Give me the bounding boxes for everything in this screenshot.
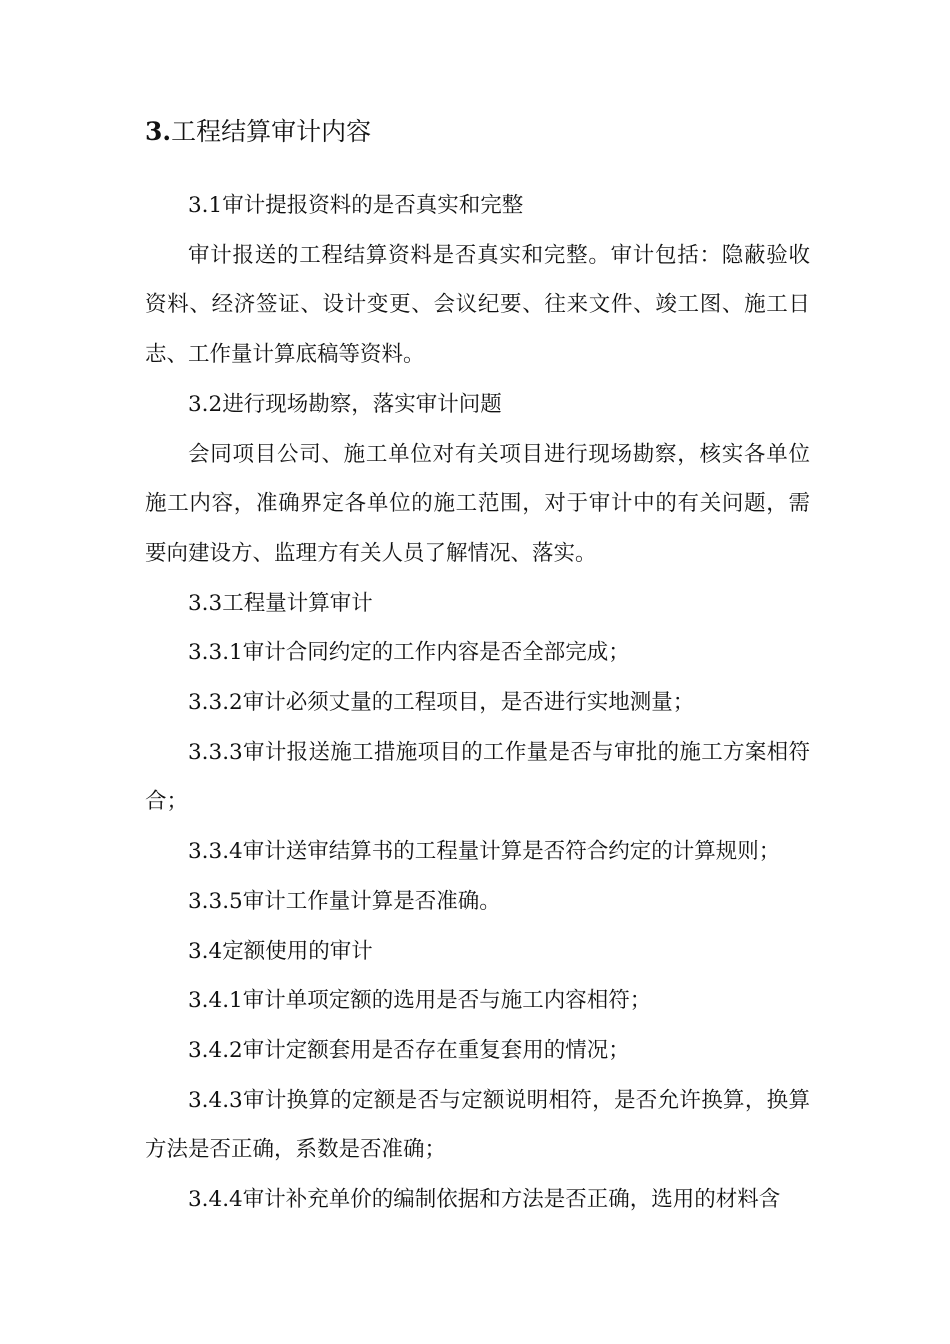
item-3-4-2: 3.4.2审计定额套用是否存在重复套用的情况； bbox=[188, 1037, 630, 1063]
subheading-3-2: 3.2进行现场勘察，落实审计问题 bbox=[188, 391, 502, 417]
section-title: 工程结算审计内容 bbox=[171, 117, 372, 146]
document-body bbox=[145, 181, 810, 1225]
item-3-4-3: 3.4.3审计换算的定额是否与定额说明相符，是否允许换算，换算方法是否正确，系数是否准确； bbox=[145, 1087, 810, 1163]
subheading-3-3: 3.3工程量计算审计 bbox=[188, 590, 373, 616]
item-3-3-5: 3.3.5审计工作量计算是否准确。 bbox=[188, 888, 501, 914]
item-3-3-1: 3.3.1审计合同约定的工作内容是否全部完成； bbox=[188, 640, 630, 666]
item-3-3-3: 3.3.3审计报送施工措施项目的工作量是否与审批的施工方案相符合； bbox=[145, 739, 810, 815]
subheading-3-4: 3.4定额使用的审计 bbox=[188, 938, 373, 964]
item-3-4-1: 3.4.1审计单项定额的选用是否与施工内容相符； bbox=[188, 988, 652, 1014]
item-3-4-4: 3.4.4审计补充单价的编制依据和方法是否正确，选用的材料含 bbox=[188, 1187, 781, 1213]
paragraph-3-2-body: 会同项目公司、施工单位对有关项目进行现场勘察，核实各单位施工内容，准确界定各单位的施工范围，对于审计中的有关问题，需要向建设方、监理方有关人员了解情况、落实。 bbox=[145, 441, 810, 566]
section-number: 3. bbox=[145, 117, 172, 146]
subheading-3-1: 3.1审计提报资料的是否真实和完整 bbox=[188, 193, 524, 218]
paragraph-3-1-body: 审计报送的工程结算资料是否真实和完整。审计包括：隐蔽验收资料、经济签证、设计变更、会议纪要、往来文件、竣工图、施工日志、工作量计算底稿等资料。 bbox=[145, 242, 810, 368]
item-3-3-2: 3.3.2审计必须丈量的工程项目，是否进行实地测量； bbox=[188, 690, 695, 716]
section-heading bbox=[145, 112, 825, 152]
item-3-3-4: 3.3.4审计送审结算书的工程量计算是否符合约定的计算规则； bbox=[188, 839, 781, 865]
